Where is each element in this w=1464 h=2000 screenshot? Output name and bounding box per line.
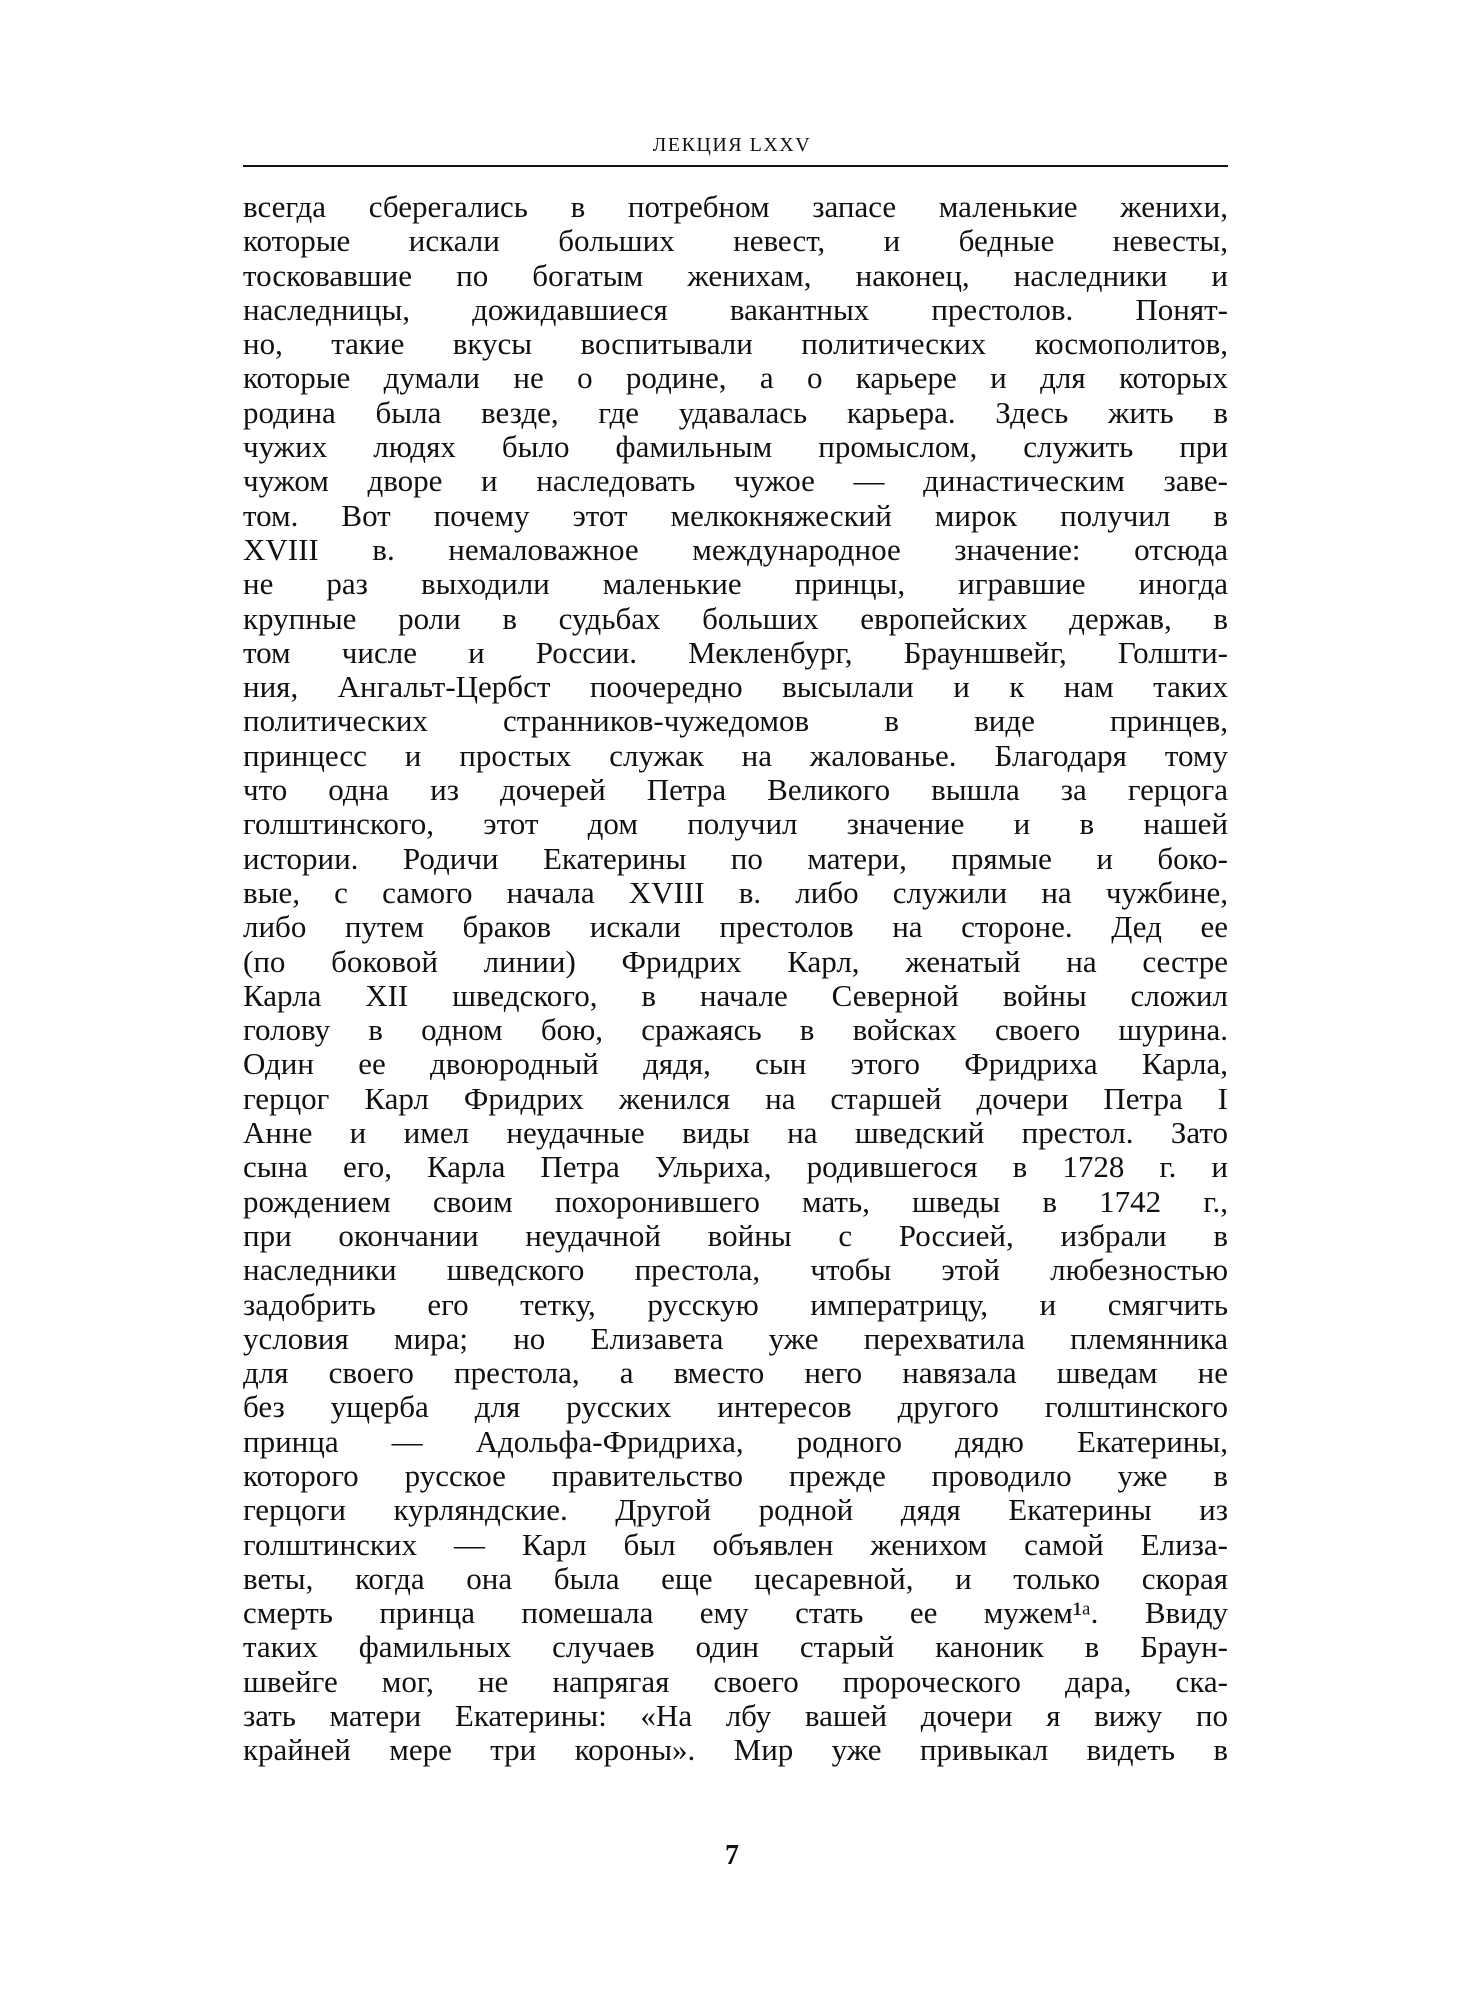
text-line: смерть принца помешала ему стать ее мужем¹ᵃ. Ввиду: [243, 1596, 1228, 1631]
running-head: ЛЕКЦИЯ LXXV: [652, 134, 812, 156]
text-line: Анне и имел неудачные виды на шведский престол. Зато: [243, 1116, 1228, 1151]
text-line: тосковавшие по богатым женихам, наконец, наследники и: [243, 258, 1228, 293]
text-line: Карла XII шведского, в начале Северной войны сложил: [243, 978, 1228, 1013]
text-line: герцоги курляндские. Другой родной дядя Екатерины из: [243, 1493, 1228, 1528]
text-line: которого русское правительство прежде проводило уже в: [243, 1458, 1228, 1493]
text-line: том числе и России. Мекленбург, Брауншвейг, Голшти-: [243, 635, 1228, 670]
text-line: таких фамильных случаев один старый каноник в Браун-: [243, 1630, 1228, 1665]
text-line: сына его, Карла Петра Ульриха, родившегося в 1728 г. и: [243, 1150, 1228, 1185]
text-line: истории. Родичи Екатерины по матери, прямые и боко-: [243, 841, 1228, 876]
text-line: чужих людях было фамильным промыслом, служить при: [243, 430, 1228, 465]
text-line: не раз выходили маленькие принцы, игравшие иногда: [243, 567, 1228, 602]
text-line: наследницы, дожидавшиеся вакантных престолов. Понят-: [243, 292, 1228, 327]
text-line: Один ее двоюродный дядя, сын этого Фридриха Карла,: [243, 1047, 1228, 1082]
text-line: ния, Ангальт-Цербст поочередно высылали и к нам таких: [243, 670, 1228, 705]
body-text: [243, 190, 1228, 1768]
text-line: голову в одном бою, сражаясь в войсках своего шурина.: [243, 1013, 1228, 1048]
text-line: зать матери Екатерины: «На лбу вашей дочери я вижу по: [243, 1699, 1228, 1734]
text-line: всегда сберегались в потребном запасе маленькие женихи,: [243, 190, 1228, 224]
page-number: 7: [725, 1840, 739, 1871]
text-line: условия мира; но Елизавета уже перехватила племянника: [243, 1321, 1228, 1356]
text-line: которые думали не о родине, а о карьере и для которых: [243, 361, 1228, 396]
text-line: наследники шведского престола, чтобы этой любезностью: [243, 1253, 1228, 1288]
text-line: которые искали больших невест, и бедные невесты,: [243, 224, 1228, 259]
text-line: либо путем браков искали престолов на стороне. Дед ее: [243, 910, 1228, 945]
text-line: чужом дворе и наследовать чужое — династическим заве-: [243, 464, 1228, 499]
text-line: принцесс и простых служак на жалованье. Благодаря тому: [243, 738, 1228, 773]
text-line: веты, когда она была еще цесаревной, и только скорая: [243, 1561, 1228, 1596]
text-line: рождением своим похоронившего мать, шведы в 1742 г.,: [243, 1184, 1228, 1219]
text-line: принца — Адольфа-Фридриха, родного дядю Екатерины,: [243, 1424, 1228, 1459]
text-line: что одна из дочерей Петра Великого вышла за герцога: [243, 773, 1228, 808]
text-line: но, такие вкусы воспитывали политических космополитов,: [243, 327, 1228, 362]
text-line: швейге мог, не напрягая своего пророческого дара, ска-: [243, 1664, 1228, 1699]
header-rule: [243, 165, 1228, 167]
text-line: (по боковой линии) Фридрих Карл, женатый на сестре: [243, 944, 1228, 979]
text-line: задобрить его тетку, русскую императрицу, и смягчить: [243, 1287, 1228, 1322]
text-line: родина была везде, где удавалась карьера. Здесь жить в: [243, 395, 1228, 430]
text-line: при окончании неудачной войны с Россией, избрали в: [243, 1218, 1228, 1253]
text-line: крайней мере три короны». Мир уже привыкал видеть в: [243, 1733, 1228, 1768]
text-line: том. Вот почему этот мелкокняжеский мирок получил в: [243, 498, 1228, 533]
text-line: XVIII в. немаловажное международное значение: отсюда: [243, 532, 1228, 567]
text-line: политических странников-чужедомов в виде принцев,: [243, 704, 1228, 739]
text-line: крупные роли в судьбах больших европейских держав, в: [243, 601, 1228, 636]
text-line: герцог Карл Фридрих женился на старшей дочери Петра I: [243, 1081, 1228, 1116]
text-line: вые, с самого начала XVIII в. либо служили на чужбине,: [243, 875, 1228, 910]
text-line: голштинского, этот дом получил значение и в нашей: [243, 807, 1228, 842]
text-line: для своего престола, а вместо него навязала шведам не: [243, 1356, 1228, 1391]
text-line: без ущерба для русских интересов другого голштинского: [243, 1390, 1228, 1425]
text-line: голштинских — Карл был объявлен женихом самой Елиза-: [243, 1527, 1228, 1562]
